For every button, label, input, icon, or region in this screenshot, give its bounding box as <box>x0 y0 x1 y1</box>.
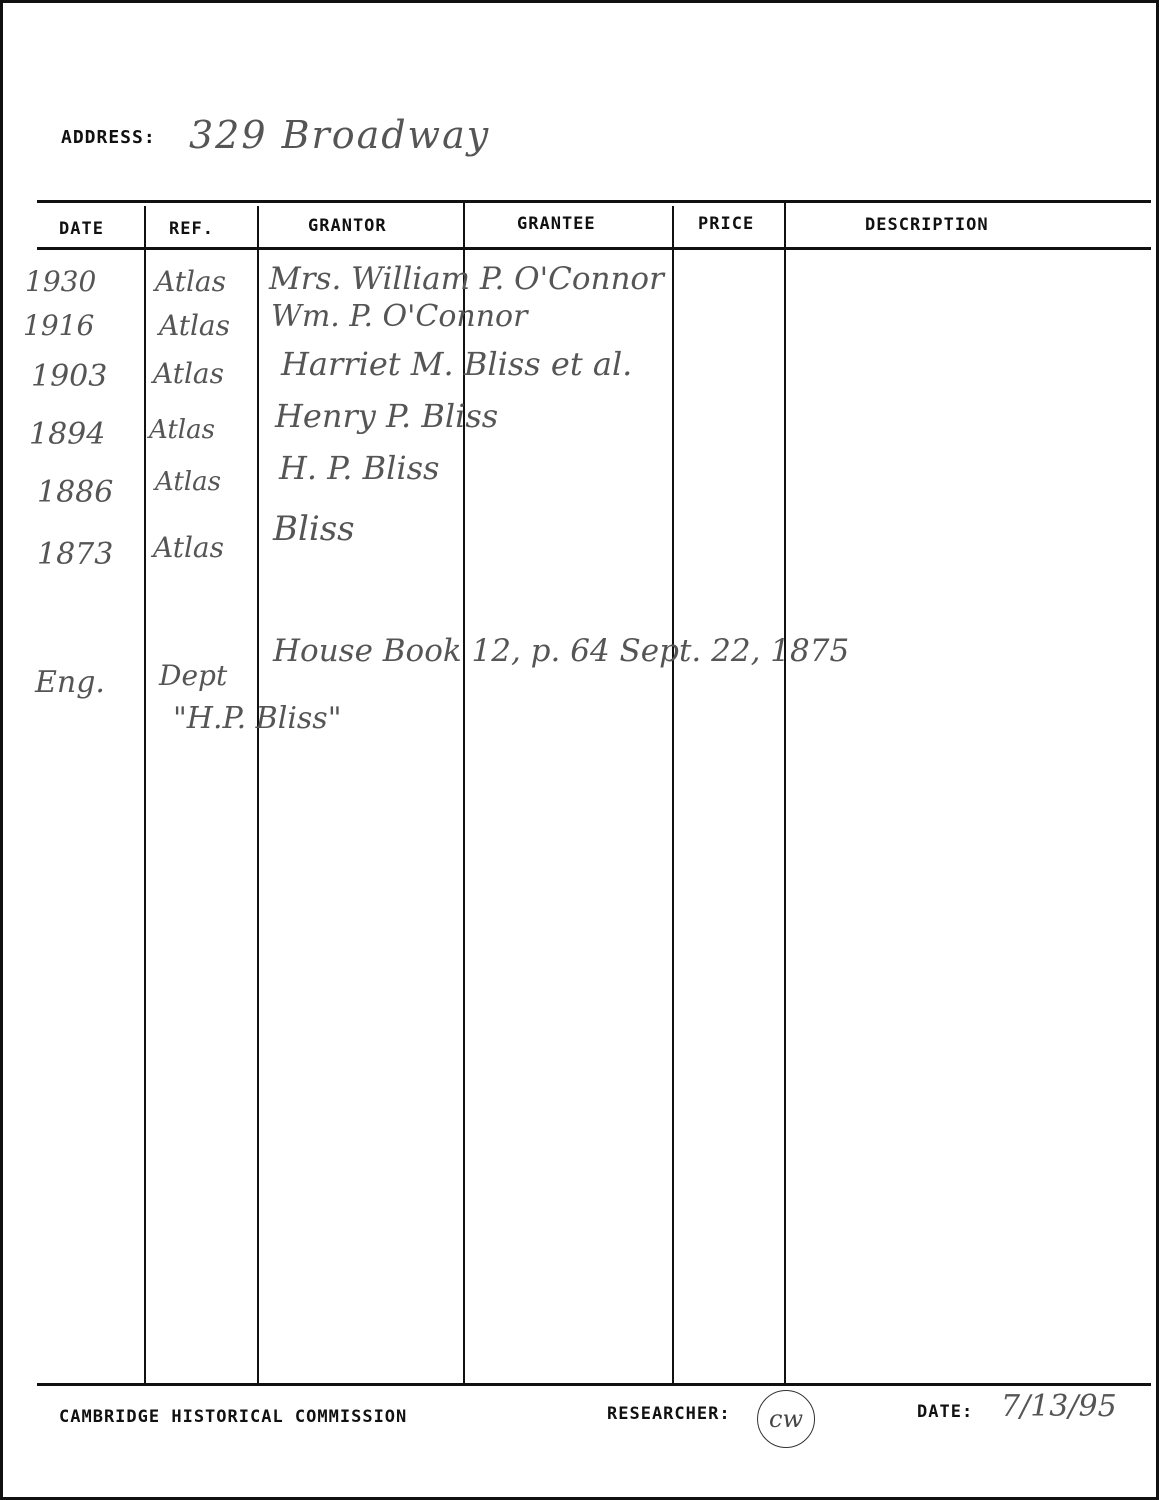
header-description: DESCRIPTION <box>865 215 989 235</box>
header-price: PRICE <box>698 214 755 234</box>
note-text: House Book 12, p. 64 Sept. 22, 1875 <box>273 633 850 669</box>
header-bottom-rule <box>37 247 1151 250</box>
row-ref: Atlas <box>155 467 221 497</box>
note-date: Eng. <box>35 665 105 700</box>
row-grantor: Wm. P. O'Connor <box>271 299 528 334</box>
row-grantor: Henry P. Bliss <box>275 397 499 435</box>
header-date: DATE <box>59 219 104 239</box>
row-ref: Atlas <box>153 531 224 564</box>
col-divider-description <box>784 203 786 1383</box>
row-date: 1930 <box>25 265 97 298</box>
row-date: 1873 <box>37 537 114 572</box>
researcher-initials-text: cw <box>769 1405 803 1433</box>
row-grantor: Mrs. William P. O'Connor <box>269 261 664 297</box>
address-label: ADDRESS: <box>61 127 156 148</box>
row-grantor: Harriet M. Bliss et al. <box>281 345 633 383</box>
table-bottom-rule <box>37 1383 1151 1386</box>
row-ref: Atlas <box>155 265 226 298</box>
col-divider-grantor <box>257 206 259 1383</box>
note-ref: Dept <box>159 659 228 692</box>
row-grantor: Bliss <box>273 509 355 549</box>
row-date: 1903 <box>31 359 108 394</box>
commission-name: CAMBRIDGE HISTORICAL COMMISSION <box>59 1407 408 1427</box>
row-date: 1886 <box>37 475 114 510</box>
date-value: 7/13/95 <box>1001 1389 1117 1424</box>
table-top-rule <box>37 200 1151 203</box>
address-value: 329 Broadway <box>189 113 491 157</box>
row-ref: Atlas <box>149 415 215 445</box>
col-divider-ref <box>144 206 146 1383</box>
row-date: 1894 <box>29 417 106 452</box>
col-divider-price <box>672 206 674 1383</box>
researcher-label: RESEARCHER: <box>607 1404 731 1424</box>
note-subtext: "H.P. Bliss" <box>173 701 342 736</box>
row-grantor: H. P. Bliss <box>279 449 440 487</box>
header-grantee: GRANTEE <box>517 214 596 234</box>
row-ref: Atlas <box>153 357 224 390</box>
date-label: DATE: <box>917 1402 974 1422</box>
row-date: 1916 <box>23 309 95 342</box>
row-ref: Atlas <box>159 309 230 342</box>
header-grantor: GRANTOR <box>308 216 387 236</box>
header-ref: REF. <box>169 219 214 239</box>
researcher-initials <box>757 1390 815 1448</box>
